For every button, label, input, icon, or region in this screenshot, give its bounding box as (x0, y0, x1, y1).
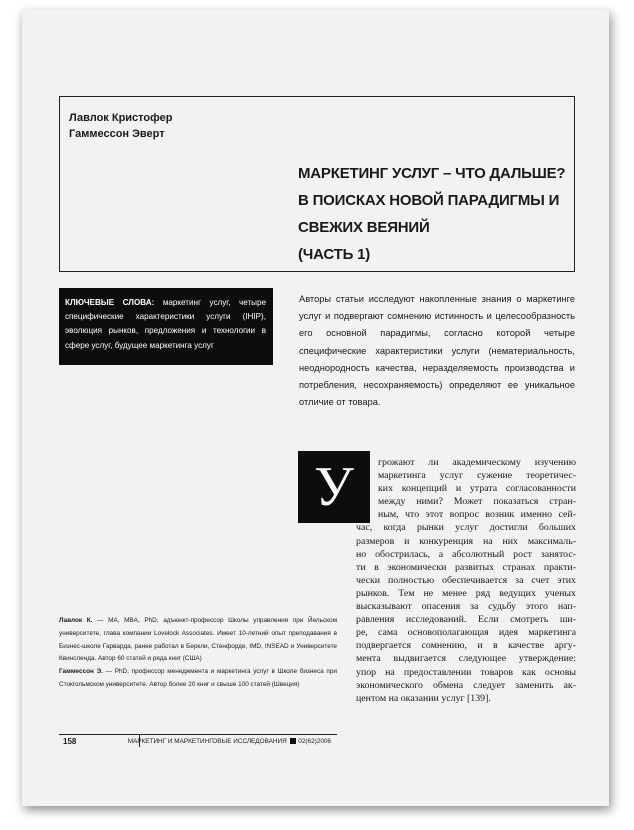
body-line: высказывают опасения за судьбу этого нап- (356, 601, 576, 613)
body-line: грожают ли академическому изучению (378, 457, 576, 468)
author-name: Гаммессон Эверт (69, 128, 165, 140)
author-bios (59, 615, 337, 692)
body-line: равления исследований. Если смотреть ши- (356, 614, 576, 626)
author-name: Лавлок Кристофер (69, 112, 173, 124)
journal-title: МАРКЕТИНГ И МАРКЕТИНГОВЫЕ ИССЛЕДОВАНИЯ (127, 738, 287, 745)
title-line: В ПОИСКАХ НОВОЙ ПАРАДИГМЫ И (298, 192, 560, 209)
article-title (298, 160, 568, 268)
body-line: ре, сама основополагающая идея маркетинга (356, 627, 576, 639)
keywords-text: маркетинг услуг, четыре специфические характеристики услуги (IHIP), эволюция рынков, предложения и технологии в сфере услуг, будущее маркетинга услуг (65, 298, 267, 350)
body-line: центом на оказании услуг [139]. (356, 692, 491, 704)
drop-cap: У (298, 451, 370, 523)
keywords-box (59, 288, 273, 365)
body-text (356, 456, 576, 705)
page-number: 158 (63, 737, 77, 746)
body-line: размеров и конкуренция на них максималь- (356, 535, 576, 547)
journal-issue: 02(62)2006 (298, 738, 331, 745)
authors-block (69, 110, 172, 142)
page-footer (59, 736, 337, 747)
keywords-label: КЛЮЧЕВЫЕ СЛОВА: (65, 298, 155, 307)
bio-entry (59, 666, 337, 692)
bio-name: Лавлок К. (59, 617, 93, 624)
body-line: экономического обмена следует заменить ак- (356, 679, 576, 691)
body-line: между ними? Может показаться стран- (378, 496, 576, 508)
bio-text: — PhD, профессор менеджмента и маркетинга услуг в Школе бизнеса при Стокгольмском университете. Автор более 20 книг и свыше 100 статей (Швеция) (59, 668, 337, 688)
body-line: но обострилась, а абсолютный рост занятос- (356, 548, 576, 560)
journal-name (128, 736, 331, 747)
body-line: час, когда рынки услуг достигли больших (356, 522, 576, 534)
body-line: ным, что этот вопрос возник именно сей- (378, 509, 576, 521)
body-line: чески полностью обеспечивается за счет этих (356, 574, 576, 586)
abstract: Авторы статьи исследуют накопленные знания о маркетинге услуг и подвергают сомнению истинность и целесообразность его основной парадигмы, согласно которой четыре специфические характеристики услуги (нематериальность, неоднородность качества, неразделяемость производства и потребления, несохраняемость) определяют ее уникальное отличие от товара. (299, 294, 575, 408)
body-line: маркетинга услуг сужение теоретичес- (378, 470, 576, 482)
body-line: рынков. Тем не менее ряд ведущих ученых (356, 587, 576, 599)
title-line: (ЧАСТЬ 1) (298, 246, 371, 263)
body-line: подвергается сомнению, и в качестве аргу- (356, 640, 576, 652)
body-line: ких концепций и утрата согласованности (378, 483, 576, 495)
title-line: МАРКЕТИНГ УСЛУГ – ЧТО ДАЛЬШЕ? (298, 165, 566, 182)
bio-name: Гаммессон Э. (59, 668, 103, 676)
bio-text: — MA, MBA, PhD, адъюнкт-профессор Школы управления при Йельском университете, глава компании Lovelock Associates. Имеет 10-летний опыт преподавания в Бизнес-школе Гарварда, ранее работал в Беркли, Стенфорде, IMD, INSEAD и Университете Квинсленда. Автор 60 статей и ряда книг (США) (59, 617, 337, 663)
square-icon (290, 738, 296, 744)
bio-entry (59, 615, 337, 666)
footer-rule (59, 734, 337, 735)
body-line: ти в экономически развитых странах практи- (356, 561, 576, 573)
body-line: упор на предоставлении товаров как основы (356, 666, 576, 678)
body-line: мента выдвигается следующее утверждение: (356, 653, 576, 665)
title-line: СВЕЖИХ ВЕЯНИЙ (298, 219, 430, 236)
